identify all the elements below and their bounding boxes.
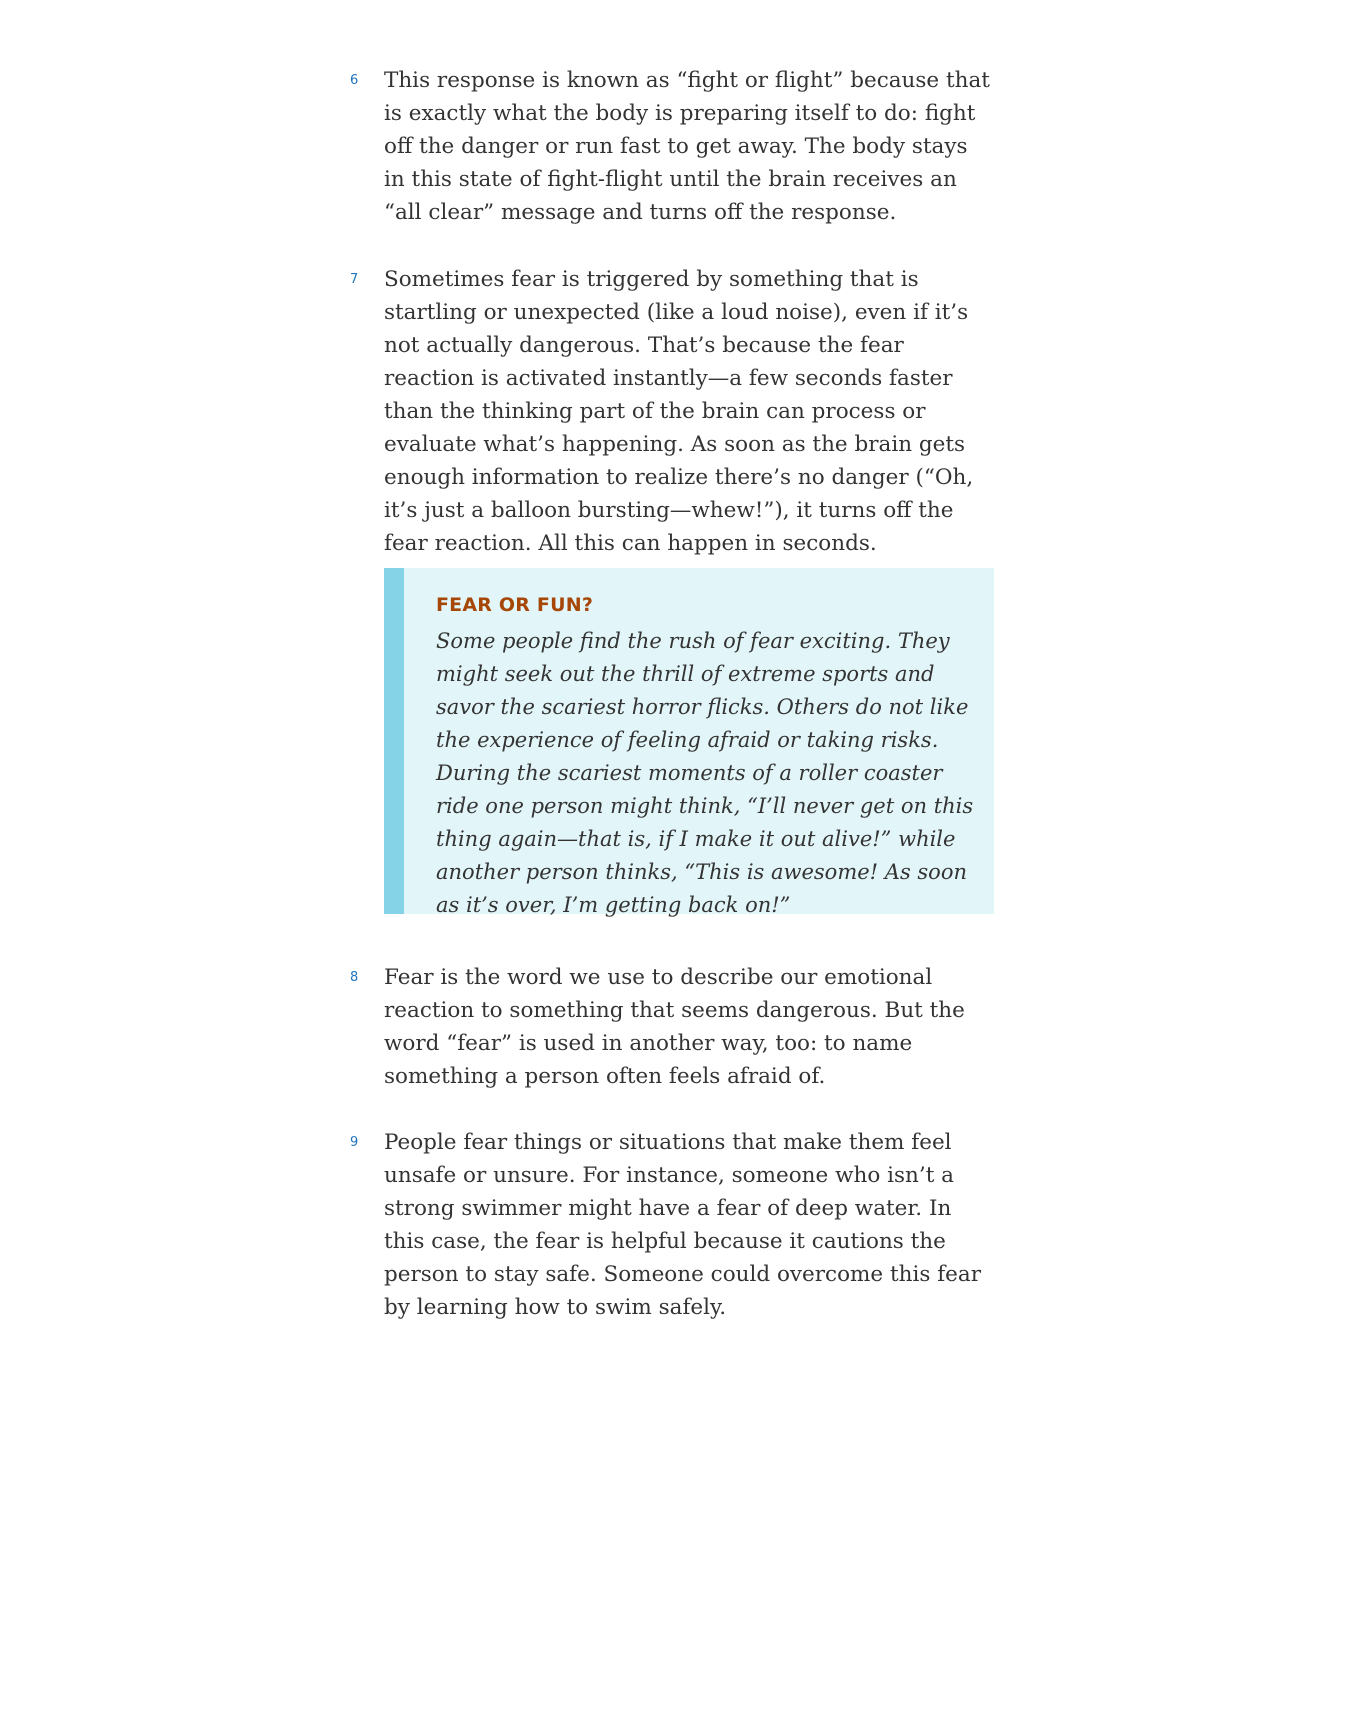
callout-box	[384, 568, 994, 917]
callout-accent-bar	[384, 568, 404, 914]
paragraph-number-6: 6	[350, 73, 359, 88]
paragraph-7: Sometimes fear is triggered by something that is startling or unexpected (like a loud noise), even if it’s not actually dangerous. That’s because the fear reaction is activated instantly—a few seconds faster than the thinking part of the brain can process or evaluate what’s happening. As soon as the brain gets enough information to realize there’s no danger (“Oh, it’s just a balloon bursting—whew!”), it turns off the fear reaction. All this can happen in seconds.	[384, 267, 974, 556]
paragraph-8: Fear is the word we use to describe our emotional reaction to something that seems dangerous. But the word “fear” is used in another way, too: to name something a person often feels afraid of.	[384, 965, 965, 1089]
callout-title: FEAR OR FUN?	[436, 594, 594, 616]
paragraph-9: People fear things or situations that make them feel unsafe or unsure. For instance, someone who isn’t a strong swimmer might have a fear of deep water. In this case, the fear is helpful because it cautions the person to stay safe. Someone could overcome this fear by learning how to swim safely.	[384, 1130, 981, 1320]
paragraph-number-8: 8	[350, 970, 359, 985]
callout-body: Some people find the rush of fear exciting. They might seek out the thrill of extreme sports and savor the scariest horror flicks. Others do not like the experience of feeling afraid or taking risks. During the scariest moments of a roller coaster ride one person might think, “I’ll never get on this thing again—that is, if I make it out alive!” while another person thinks, “This is awesome! As soon as it’s over, I’m getting back on!”	[436, 629, 974, 917]
paragraph-number-7: 7	[350, 272, 359, 287]
paragraph-6: This response is known as “fight or flight” because that is exactly what the body is preparing itself to do: fight off the danger or run fast to get away. The body stays in this state of fight-flight until the brain receives an “all clear” message and turns off the response.	[384, 68, 990, 225]
paragraph-number-9: 9	[350, 1135, 359, 1150]
